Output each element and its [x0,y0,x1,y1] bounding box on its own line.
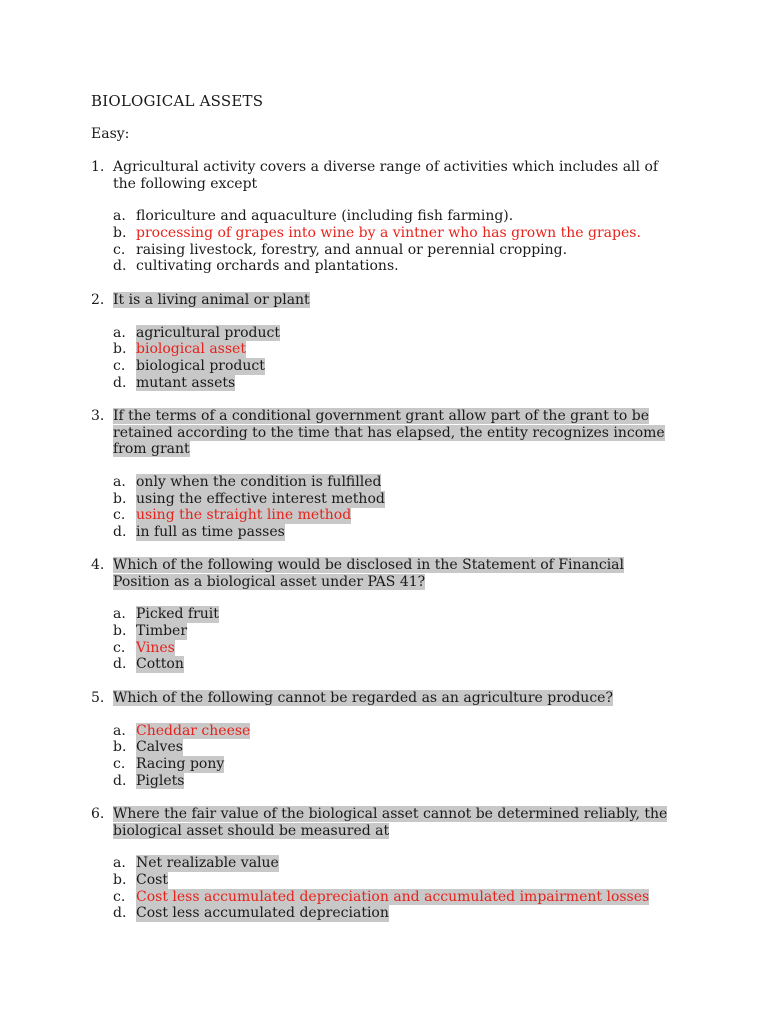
choice-text: biological product [136,358,265,375]
choice-letter: a. [113,722,126,739]
choice-list [113,723,691,790]
choice-text: Calves [136,739,183,756]
choice-letter: b. [113,341,127,358]
question-number: 5. [91,690,105,706]
choice-item [113,491,691,508]
choice-item [113,640,691,657]
choice-letter: c. [113,756,126,773]
question-number: 4. [91,557,105,573]
choice-item [113,325,691,342]
choice-item [113,375,691,392]
choice-item [113,889,691,906]
choice-text: agricultural product [136,324,280,341]
choice-letter: d. [113,772,127,789]
choice-item [113,905,691,922]
choice-letter: b. [113,623,127,640]
correct-answer-text: Vines [136,639,175,656]
choice-letter: a. [113,855,126,872]
choice-item [113,739,691,756]
choice-letter: b. [113,225,127,242]
choice-letter: c. [113,507,126,524]
question-text: Which of the following cannot be regarded as an agriculture produce? [113,690,613,706]
choice-item [113,623,691,640]
correct-answer-text: Cheddar cheese [136,722,251,739]
choice-item [113,872,691,889]
choice-letter: c. [113,241,126,258]
choice-item [113,723,691,740]
question-text: Where the fair value of the biological asset cannot be determined reliably, the biological asset should be measured at [113,806,668,839]
choice-text: raising livestock, forestry, and annual or perennial cropping. [136,241,568,258]
choice-text: only when the condition is fulfilled [136,474,382,491]
choice-letter: b. [113,490,127,507]
question-4 [91,557,691,673]
choice-text: Cost less accumulated depreciation [136,905,389,922]
question-number: 3. [91,408,105,424]
choice-letter: c. [113,639,126,656]
choice-letter: b. [113,739,127,756]
difficulty-heading: Easy: [91,126,130,142]
question-number: 2. [91,292,105,308]
question-text: If the terms of a conditional government grant allow part of the grant to be retained according to the time that has elapsed, the entity recognizes income from grant [113,408,665,458]
choice-letter: d. [113,905,127,922]
question-5 [91,690,691,789]
choice-letter: a. [113,324,126,341]
choice-item [113,225,691,242]
choice-text: cultivating orchards and plantations. [136,258,399,275]
choice-letter: d. [113,374,127,391]
choice-text: Piglets [136,772,185,789]
choice-list [113,855,691,922]
correct-answer-text: Cost less accumulated depreciation and accumulated impairment losses [136,888,650,905]
choice-item [113,855,691,872]
choice-text: Net realizable value [136,855,279,872]
choice-item [113,773,691,790]
question-6 [91,806,691,922]
choice-text: Cotton [136,656,184,673]
choice-item [113,524,691,541]
correct-answer-text: biological asset [136,341,246,358]
choice-letter: d. [113,656,127,673]
choice-text: mutant assets [136,374,236,391]
choice-text: Racing pony [136,756,225,773]
choice-item [113,606,691,623]
choice-list [113,208,691,275]
choice-letter: a. [113,606,126,623]
question-text: Which of the following would be disclosed in the Statement of Financial Position as a biological asset under PAS 41? [113,557,625,590]
choice-text: Cost [136,872,168,889]
question-2 [91,292,691,391]
choice-list [113,606,691,673]
choice-item [113,656,691,673]
choice-item [113,258,691,275]
question-1 [91,159,691,275]
question-3 [91,408,691,541]
choice-list [113,474,691,541]
choice-letter: a. [113,208,126,225]
choice-item [113,474,691,491]
choice-item [113,358,691,375]
choice-text: in full as time passes [136,524,285,541]
question-number: 6. [91,806,105,822]
choice-text: floriculture and aquaculture (including fish farming). [136,208,514,225]
choice-item [113,341,691,358]
choice-item [113,242,691,259]
choice-letter: d. [113,258,127,275]
choice-item [113,208,691,225]
choice-letter: b. [113,872,127,889]
choice-letter: c. [113,888,126,905]
choice-text: using the effective interest method [136,490,385,507]
choice-letter: c. [113,358,126,375]
correct-answer-text: processing of grapes into wine by a vintner who has grown the grapes. [136,225,641,242]
correct-answer-text: using the straight line method [136,507,352,524]
choice-letter: a. [113,474,126,491]
question-text: It is a living animal or plant [113,292,310,308]
choice-text: Picked fruit [136,606,219,623]
choice-item [113,756,691,773]
question-text: Agricultural activity covers a diverse range of activities which includes all of the following except [113,159,659,192]
choice-text: Timber [136,623,188,640]
choice-item [113,507,691,524]
choice-list [113,325,691,392]
document-title: BIOLOGICAL ASSETS [91,92,264,110]
question-number: 1. [91,159,105,175]
choice-letter: d. [113,524,127,541]
